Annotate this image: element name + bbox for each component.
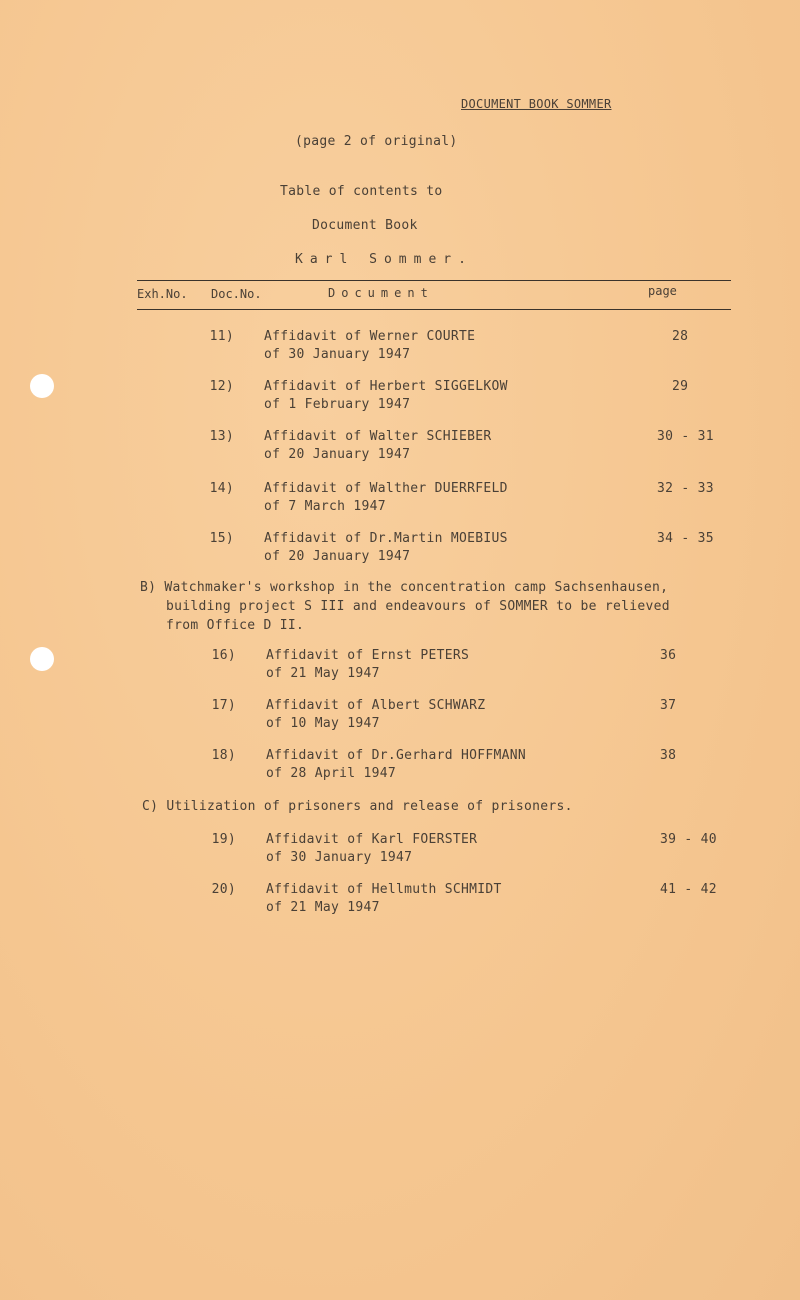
entry-title: Affidavit of Dr.Martin MOEBIUS [264, 531, 508, 546]
exhibit-number: 12) [209, 379, 234, 394]
section-b-line-1: B) Watchmaker's workshop in the concentration camp Sachsenhausen, [140, 580, 669, 595]
entry-title: Affidavit of Dr.Gerhard HOFFMANN [266, 748, 527, 763]
title-line-1: Table of contents to [280, 184, 443, 199]
entry-page: 39 - 40 [660, 832, 717, 847]
entry-page: 38 [660, 748, 677, 763]
entry-date: of 20 January 1947 [264, 447, 411, 462]
section-b-line-3: from Office D II. [166, 618, 305, 633]
entry-date: of 1 February 1947 [264, 397, 411, 412]
title-line-3: Karl Sommer. [295, 252, 473, 267]
entry-date: of 30 January 1947 [266, 850, 413, 865]
document-book-reference: DOCUMENT BOOK SOMMER [461, 97, 612, 111]
exhibit-number: 18) [211, 748, 236, 763]
column-header-document: Document [328, 286, 434, 300]
entry-page: 32 - 33 [657, 481, 714, 496]
entry-date: of 21 May 1947 [266, 666, 380, 681]
entry-page: 30 - 31 [657, 429, 714, 444]
exhibit-number: 14) [209, 481, 234, 496]
exhibit-number: 19) [211, 832, 236, 847]
entry-page: 34 - 35 [657, 531, 714, 546]
entry-page: 36 [660, 648, 677, 663]
exhibit-number: 17) [211, 698, 236, 713]
section-c-heading [142, 799, 573, 818]
punch-hole-upper [30, 374, 54, 398]
entry-title: Affidavit of Werner COURTE [264, 329, 476, 344]
title-line-2: Document Book [312, 218, 418, 233]
entry-title: Affidavit of Hellmuth SCHMIDT [266, 882, 502, 897]
entry-page: 29 [672, 379, 689, 394]
punch-hole-lower [30, 647, 54, 671]
entry-date: of 30 January 1947 [264, 347, 411, 362]
entry-title: Affidavit of Walter SCHIEBER [264, 429, 492, 444]
table-top-rule [137, 280, 731, 281]
exhibit-number: 20) [211, 882, 236, 897]
entry-date: of 28 April 1947 [266, 766, 397, 781]
column-header-exh-no: Exh.No. [137, 287, 188, 301]
entry-date: of 10 May 1947 [266, 716, 380, 731]
entry-page: 41 - 42 [660, 882, 717, 897]
column-header-doc-no: Doc.No. [211, 287, 262, 301]
entry-title: Affidavit of Albert SCHWARZ [266, 698, 486, 713]
section-b-heading [140, 580, 670, 637]
entry-page: 37 [660, 698, 677, 713]
entry-page: 28 [672, 329, 689, 344]
exhibit-number: 16) [211, 648, 236, 663]
section-b-line-2: building project S III and endeavours of SOMMER to be relieved [166, 599, 670, 614]
entry-title: Affidavit of Herbert SIGGELKOW [264, 379, 508, 394]
column-header-page: page [648, 284, 677, 298]
entry-title: Affidavit of Walther DUERRFELD [264, 481, 508, 496]
page-note: (page 2 of original) [295, 134, 458, 149]
entry-date: of 21 May 1947 [266, 900, 380, 915]
exhibit-number: 13) [209, 429, 234, 444]
entry-title: Affidavit of Ernst PETERS [266, 648, 470, 663]
table-header-rule [137, 309, 731, 310]
exhibit-number: 11) [209, 329, 234, 344]
entry-date: of 7 March 1947 [264, 499, 386, 514]
entry-date: of 20 January 1947 [264, 549, 411, 564]
entry-title: Affidavit of Karl FOERSTER [266, 832, 478, 847]
section-c-line-1: C) Utilization of prisoners and release of prisoners. [142, 799, 573, 814]
exhibit-number: 15) [209, 531, 234, 546]
